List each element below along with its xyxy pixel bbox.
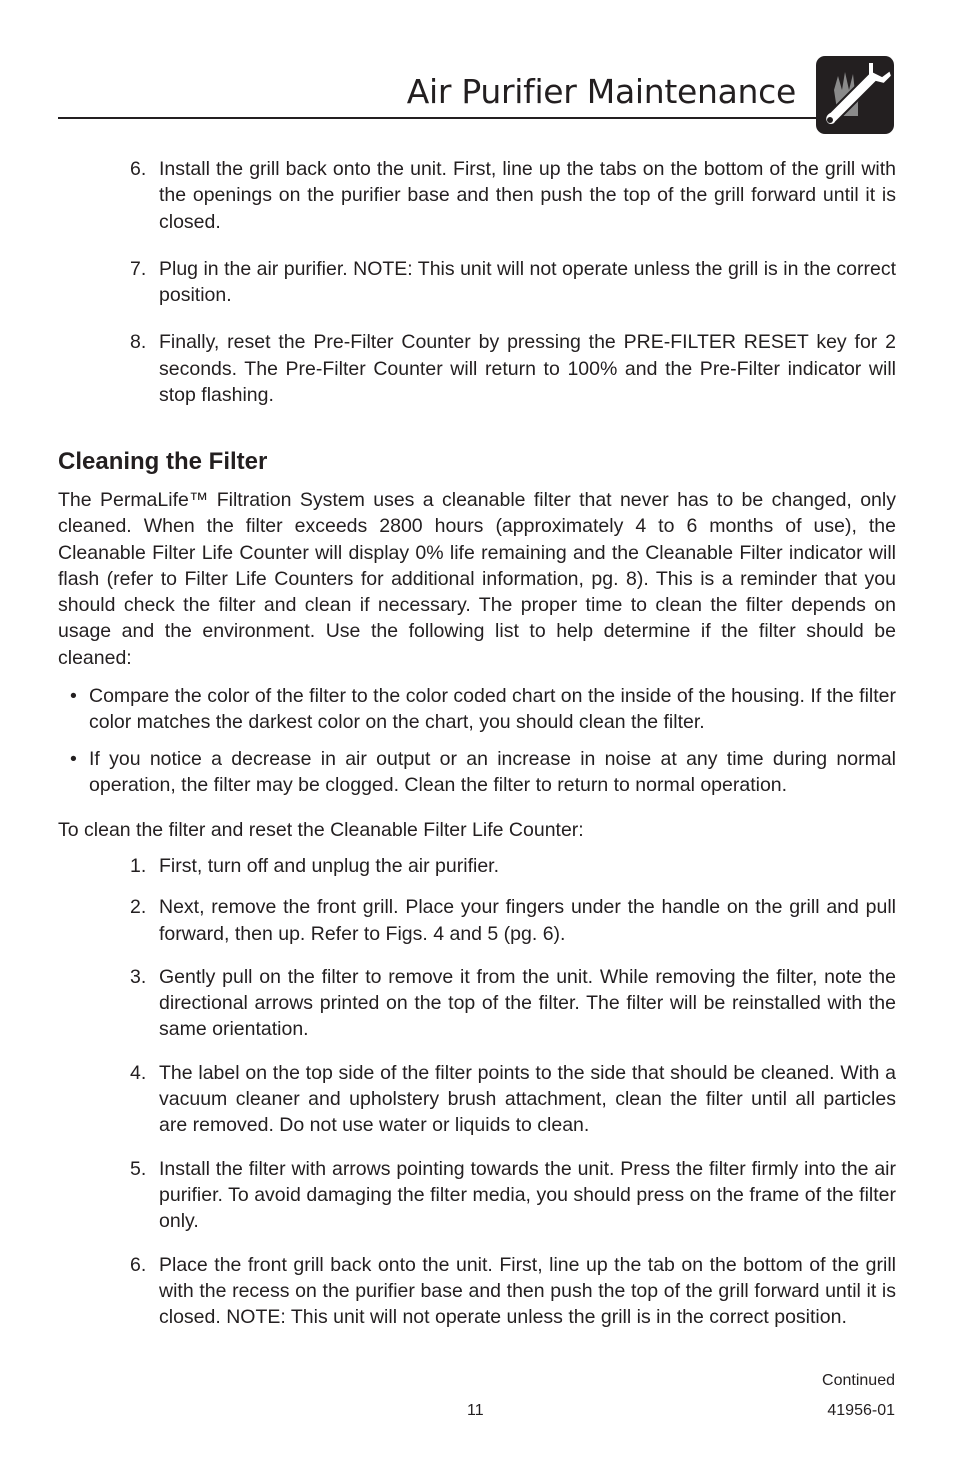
step-number: 8. — [130, 331, 147, 354]
step-number: 6. — [130, 158, 147, 180]
tools-maintenance-icon — [816, 56, 894, 134]
bullet-mark: • — [70, 747, 77, 770]
step-text: Finally, reset the Pre-Filter Counter by pressing the PRE-FILTER RESET key for 2 seconds. The Pre-Filter Counter will return to 100% and the Pre-Filter indicator will stop flashing. — [159, 331, 896, 407]
bullet-mark: • — [70, 685, 77, 707]
step-text: Next, remove the front grill. Place your fingers under the handle on the grill and pull forward, then up. Refer to Figs. 4 and 5 (pg. 6). — [159, 896, 896, 945]
step-text: Install the grill back onto the unit. First, line up the tabs on the bottom of the grill with the openings on the purifier base and then push the top of the grill forward until it is closed. — [159, 158, 896, 233]
list-item — [130, 1156, 896, 1235]
step-number: 5. — [130, 1157, 147, 1180]
bullet-text: Compare the color of the filter to the color coded chart on the inside of the housing. If the filter color matches the darkest color on the chart, you should clean the filter. — [89, 685, 896, 734]
step-number: 2. — [130, 896, 147, 919]
step-number: 6. — [130, 1253, 147, 1276]
check-filter-list — [70, 683, 896, 798]
maintenance-steps-continued — [130, 156, 896, 408]
list-item — [130, 853, 896, 879]
list-item — [70, 683, 896, 736]
list-item — [130, 1252, 896, 1331]
bullet-text: If you notice a decrease in air output or an increase in noise at any time during normal operation, the filter may be clogged. Clean the filter to return to normal operation. — [89, 747, 896, 796]
header-divider — [58, 117, 816, 119]
list-item — [130, 329, 896, 408]
list-item — [70, 746, 896, 799]
steps-lead-text: To clean the filter and reset the Cleanable Filter Life Counter: — [58, 819, 584, 841]
document-number: 41956-01 — [827, 1402, 895, 1419]
list-item — [130, 1060, 896, 1139]
list-item — [130, 964, 896, 1043]
list-item — [130, 156, 896, 235]
section-heading: Cleaning the Filter — [58, 448, 268, 475]
step-text: Plug in the air purifier. NOTE: This unit will not operate unless the grill is in the correct position. — [159, 257, 896, 307]
step-text: Place the front grill back onto the unit. First, line up the tab on the bottom of the grill with the recess on the purifier base and then push the top of the grill forward until it is closed. NOTE: This unit will not operate unless the grill is in the correct position. — [159, 1253, 896, 1329]
step-text: First, turn off and unplug the air purifier. — [159, 855, 499, 877]
step-text: Gently pull on the filter to remove it from the unit. While removing the filter, note the directional arrows printed on the top of the filter. The filter will be reinstalled with the same orientation. — [159, 965, 896, 1041]
step-text: The label on the top side of the filter points to the side that should be cleaned. With a vacuum cleaner and upholstery brush attachment, clean the filter until all particles are removed. Do not use water or liquids to clean. — [159, 1061, 896, 1137]
list-item — [130, 256, 896, 309]
continued-label: Continued — [822, 1372, 895, 1389]
page-number: 11 — [467, 1402, 484, 1419]
step-number: 3. — [130, 965, 147, 988]
cleaning-steps — [130, 853, 896, 1330]
step-text: Install the filter with arrows pointing towards the unit. Press the filter firmly into the air purifier. To avoid damaging the filter media, you should press on the frame of the filter only. — [159, 1157, 896, 1233]
page-title: Air Purifier Maintenance — [406, 72, 796, 111]
step-number: 4. — [130, 1061, 147, 1084]
step-number: 7. — [130, 257, 147, 280]
step-number: 1. — [130, 855, 147, 877]
intro-paragraph: The PermaLife™ Filtration System uses a cleanable filter that never has to be changed, only cleaned. When the filter exceeds 2800 hours (approximately 4 to 6 months of use), the Cleanable Filter Life Counter will display 0% life remaining and the Cleanable Filter indicator will flash (refer to Filter Life Counters for additional information, pg. 8). This is a reminder that you should check the filter and clean if necessary. The proper time to clean the filter depends on usage and the environment. Use the following list to help determine if the filter should be cleaned: — [58, 489, 896, 669]
list-item — [130, 894, 896, 947]
